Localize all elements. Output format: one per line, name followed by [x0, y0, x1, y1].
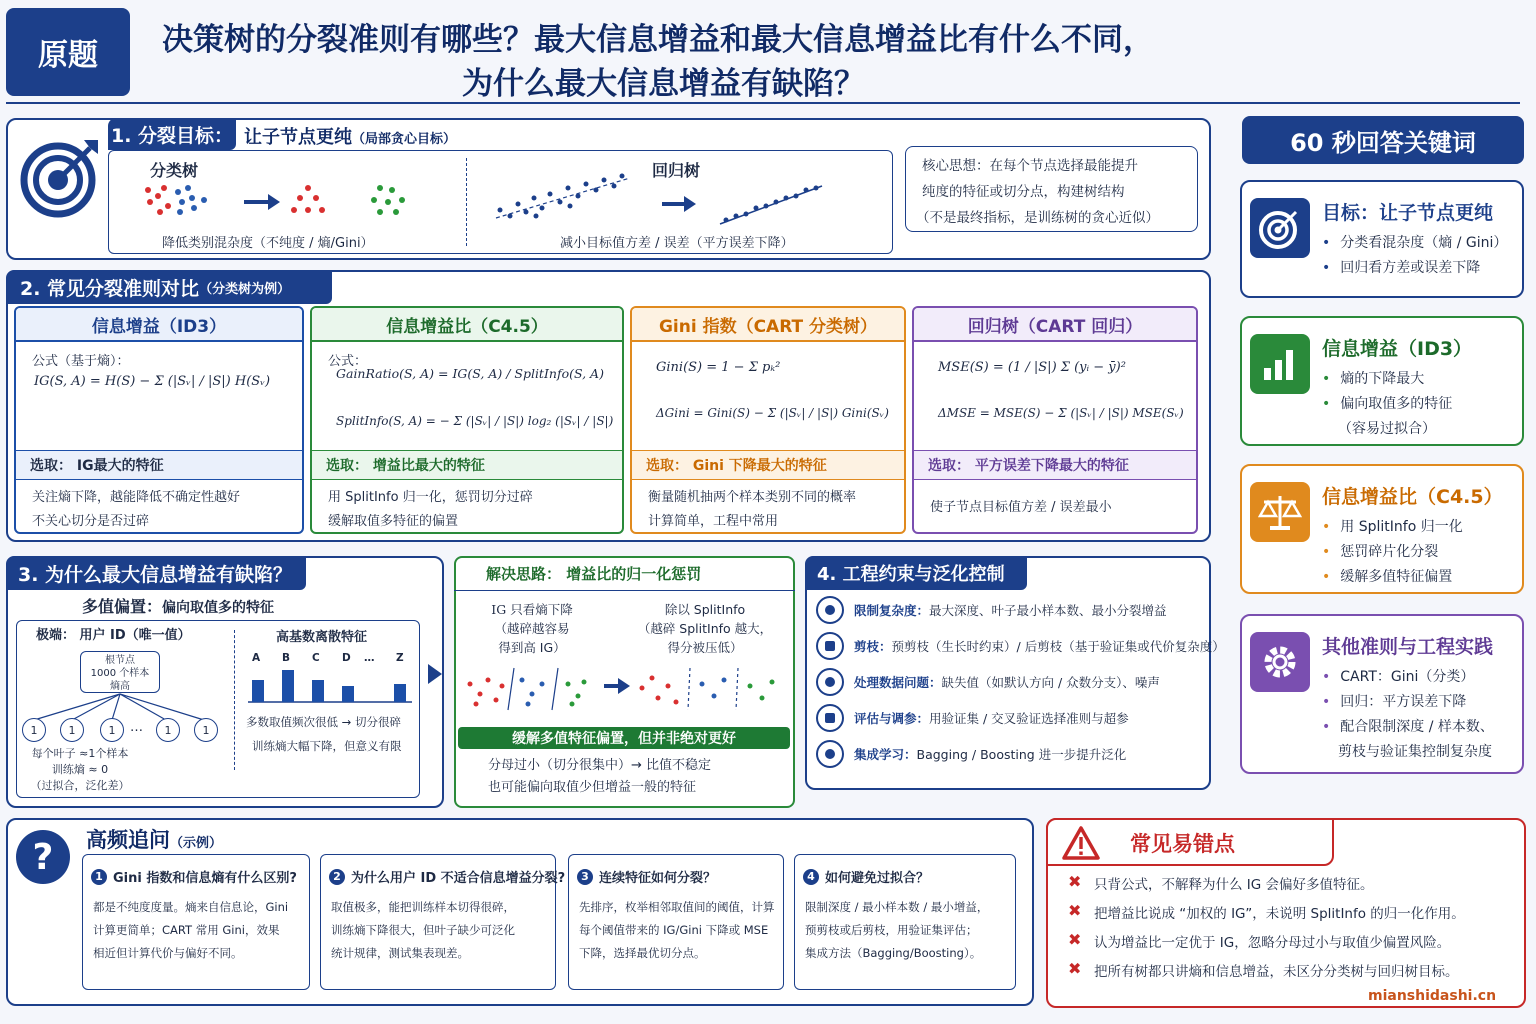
classification-dots-illustration	[140, 180, 420, 224]
faq-answer-line: 取值极多，能把训练样本切得很碎，	[331, 900, 515, 914]
faq-question: 1 Gini 指数和信息熵有什么区别?	[91, 867, 297, 886]
section1-number: 1. 分裂目标：	[108, 118, 236, 150]
side-card-bullet: 剪枝与验证集控制复杂度	[1338, 744, 1492, 760]
side-card-bullet: • 分类看混杂度（熵 / Gini）	[1322, 235, 1508, 251]
formula-1: Gini(S) = 1 − Σ pₖ²	[656, 360, 781, 375]
faq-answer-line: 计算更简单；CART 常用 Gini，效果	[93, 923, 280, 937]
bar-label: A	[252, 652, 261, 664]
core-idea-box	[905, 146, 1198, 232]
split-comparison-illustration	[462, 664, 782, 714]
engineering-value: 用验证集 / 交叉验证选择准则与超参	[929, 711, 1129, 726]
faq-question: 4 如何避免过拟合？	[803, 867, 929, 886]
engineering-key: 剪枝：	[854, 639, 892, 654]
engineering-item	[854, 637, 1225, 655]
target-icon	[1250, 198, 1310, 258]
faq-card-1	[320, 854, 566, 990]
formula-label: 公式（基于熵）：	[32, 354, 130, 369]
criterion-desc-2: 不关心切分是否过碎	[32, 514, 150, 529]
cross-icon: ✖	[1068, 959, 1082, 978]
formula-1: IG(S, A) = H(S) − Σ (|Sᵥ| / |S|) H(Sᵥ)	[34, 374, 271, 389]
side-card-bullet: • 偏向取值多的特征	[1322, 396, 1453, 412]
solution-banner: 缓解多值特征偏置，但并非绝对更好	[458, 727, 790, 749]
warning-icon	[1062, 826, 1100, 864]
criterion-card-0	[14, 306, 304, 534]
side-card-0	[1240, 180, 1524, 298]
bar-label: C	[312, 652, 320, 664]
faq-number: 3	[577, 869, 593, 885]
engineering-item	[854, 601, 1167, 619]
section2-title: 2. 常见分裂准则对比 （分类树为例）	[6, 270, 332, 304]
criterion-desc-2: 缓解取值多特征的偏置	[328, 514, 459, 529]
high-card-bars	[244, 648, 416, 706]
side-card-2	[1240, 464, 1524, 594]
cls-label: 分类树	[150, 161, 199, 180]
criterion-card-2	[630, 306, 906, 534]
faq-answer-line: 集成方法（Bagging/Boosting）。	[805, 946, 982, 960]
leaf-node: 1	[194, 718, 218, 742]
criterion-card-1	[310, 306, 624, 534]
criterion-select: 选取： Gini 下降最大的特征	[632, 450, 904, 480]
mistake-item: 把增益比说成 “加权的 IG”，未说明 SplitInfo 的归一化作用。	[1094, 906, 1465, 922]
bar-chart-icon	[1250, 334, 1310, 394]
criterion-desc-1: 衡量随机抽两个样本类别不同的概率	[648, 490, 857, 505]
formula-1: MSE(S) = (1 / |S|) Σ (yᵢ − ȳ)²	[938, 360, 1126, 375]
mistake-item: 把所有树都只讲熵和信息增益，未区分分类树与回归树目标。	[1094, 964, 1459, 980]
side-card-bullet: • CART：Gini（分类）	[1322, 669, 1475, 685]
engineering-icon-0	[816, 596, 844, 624]
leaf-note: 每个叶子 ≈1个样本 训练熵 ≈ 0 （过拟合，泛化差）	[30, 747, 130, 792]
formula-2: SplitInfo(S, A) = − Σ (|Sᵥ| / |S|) log₂ (|Sᵥ| / |S|)	[336, 414, 614, 428]
engineering-key: 评估与调参：	[854, 711, 930, 726]
cls-caption: 降低类别混杂度（不纯度 / 熵/Gini）	[162, 236, 374, 251]
section1-title: 让子节点更纯（局部贪心目标）	[244, 127, 457, 148]
faq-answer-line: 限制深度 / 最小样本数 / 最小增益，	[805, 900, 989, 914]
cross-icon: ✖	[1068, 901, 1082, 920]
criterion-header: 回归树（CART 回归）	[914, 308, 1196, 342]
root-node: 根节点 1000 个样本 熵高	[80, 651, 160, 693]
arrow-right-icon	[428, 664, 442, 684]
criterion-select: 选取： 增益比最大的特征	[312, 450, 622, 480]
criterion-select: 选取： IG最大的特征	[16, 450, 302, 480]
leaf-node: 1	[22, 718, 46, 742]
criterion-card-3	[912, 306, 1198, 534]
side-card-bullet: （容易过拟合）	[1338, 421, 1436, 437]
criterion-header: 信息增益（ID3）	[16, 308, 302, 342]
side-card-bullet: • 回归：平方误差下降	[1322, 694, 1467, 710]
question-icon: ?	[16, 830, 70, 884]
side-card-title: 信息增益（ID3）	[1322, 338, 1473, 360]
faq-answer-line: 训练熵下降很大，但叶子缺少可泛化	[331, 923, 515, 937]
mistake-item: 认为增益比一定优于 IG，忽略分母过小与取值少偏置风险。	[1094, 935, 1451, 951]
side-card-bullet: • 熵的下降最大	[1322, 371, 1425, 387]
faq-answer-line: 下降，选择最优切分点。	[579, 946, 706, 960]
high-card-note2: 训练熵大幅下降，但意义有限	[252, 739, 402, 753]
bar-label: D	[342, 652, 351, 664]
leaf-dots: …	[130, 720, 143, 735]
faq-answer-line: 都是不纯度度量。熵来自信息论，Gini	[93, 900, 289, 914]
gear-icon	[1250, 632, 1310, 692]
scale-icon	[1250, 482, 1310, 542]
reg-label: 回归树	[652, 161, 701, 180]
side-card-title: 信息增益比（C4.5）	[1322, 486, 1503, 508]
bar-label: …	[364, 652, 375, 664]
faq-card-0	[82, 854, 310, 990]
mistake-item: 只背公式，不解释为什么 IG 会偏好多值特征。	[1094, 877, 1374, 893]
core-idea-line2: 纯度的特征或切分点，构建树结构	[922, 184, 1125, 200]
side-card-bullet: • 用 SplitInfo 归一化	[1322, 519, 1463, 535]
leaf-node: 1	[100, 718, 124, 742]
side-card-title: 目标：让子节点更纯	[1322, 202, 1494, 224]
leaf-node: 1	[156, 718, 180, 742]
regression-dots-illustration	[490, 170, 830, 230]
solution-note1: 分母过小（切分很集中）→ 比值不稳定	[488, 758, 712, 773]
leaf-node: 1	[60, 718, 84, 742]
reg-caption: 减小目标值方差 / 误差（平方误差下降）	[560, 236, 794, 251]
header-divider	[6, 102, 1520, 104]
faq-answer-line: 每个阈值带来的 IG/Gini 下降或 MSE	[579, 923, 769, 937]
mistakes-title: 常见易错点	[1130, 832, 1235, 856]
formula-2: ΔGini = Gini(S) − Σ (|Sᵥ| / |S|) Gini(Sᵥ)	[656, 406, 889, 420]
formula-1: GainRatio(S, A) = IG(S, A) / SplitInfo(S, A)	[336, 366, 604, 381]
watermark: mianshidashi.cn	[1360, 986, 1504, 1006]
header-tag: 原题	[6, 8, 130, 96]
faq-number: 4	[803, 869, 819, 885]
cross-icon: ✖	[1068, 872, 1082, 891]
section4-title: 4. 工程约束与泛化控制	[805, 556, 1027, 590]
engineering-value: 预剪枝（生长时约束）/ 后剪枝（基于验证集或代价复杂度）	[891, 639, 1225, 654]
extreme-label: 极端： 用户 ID（唯一值）	[36, 628, 191, 643]
formula-2: ΔMSE = MSE(S) − Σ (|Sᵥ| / |S|) MSE(Sᵥ)	[938, 406, 1184, 420]
page-title-line1: 决策树的分裂准则有哪些？最大信息增益和最大信息增益比有什么不同，	[162, 22, 1154, 58]
engineering-value: 缺失值（如默认方向 / 众数分支）、噪声	[941, 675, 1160, 690]
side-card-bullet: • 回归看方差或误差下降	[1322, 260, 1481, 276]
engineering-value: Bagging / Boosting 进一步提升泛化	[916, 747, 1127, 762]
engineering-key: 限制复杂度：	[854, 603, 930, 618]
side-card-bullet: • 配合限制深度 / 样本数、	[1322, 719, 1494, 735]
bar-label: Z	[396, 652, 404, 664]
solution-title: 解决思路： 增益比的归一化惩罚	[486, 565, 702, 583]
faq-number: 2	[329, 869, 345, 885]
high-card-title: 高基数离散特征	[276, 630, 368, 645]
core-idea-line1: 核心思想：在每个节点选择最能提升	[922, 158, 1138, 174]
page-title-line2: 为什么最大信息增益有缺陷？	[462, 66, 865, 102]
section3-title: 3. 为什么最大信息增益有缺陷？	[6, 556, 306, 590]
sidebar-title: 60 秒回答关键词	[1242, 116, 1524, 164]
ig-note: IG 只看熵下降 （越碎越容易 得到高 IG）	[491, 602, 573, 655]
engineering-item	[854, 673, 1160, 691]
multi-value-bias: 多值偏置：偏向取值多的特征	[82, 597, 275, 616]
criterion-header: 信息增益比（C4.5）	[312, 308, 622, 342]
faq-card-2	[568, 854, 784, 990]
side-card-bullet: • 缓解多值特征偏置	[1322, 569, 1453, 585]
faq-answer-line: 先排序，枚举相邻取值间的阈值，计算	[579, 900, 775, 914]
side-card-3	[1240, 614, 1524, 774]
cross-icon: ✖	[1068, 930, 1082, 949]
criterion-desc-1: 关注熵下降，越能降低不确定性越好	[32, 490, 241, 505]
splitinfo-note: 除以 SplitInfo （越碎 SplitInfo 越大， 得分被压低）	[637, 602, 773, 655]
bar-label: B	[282, 652, 291, 664]
faq-card-3	[794, 854, 1016, 990]
engineering-item	[854, 709, 1129, 727]
s1-divider	[466, 158, 467, 246]
faq-answer-line: 相近但计算代价与偏好不同。	[93, 946, 243, 960]
side-card-title: 其他准则与工程实践	[1322, 636, 1494, 658]
engineering-value: 最大深度、叶子最小样本数、最小分裂增益	[929, 603, 1167, 618]
formula-label: 公式：	[328, 354, 368, 369]
side-card-1	[1240, 316, 1524, 446]
engineering-item	[854, 745, 1126, 763]
faq-title: 高频追问（示例）	[86, 828, 223, 852]
engineering-icon-2	[816, 668, 844, 696]
criterion-header: Gini 指数（CART 分类树）	[632, 308, 904, 342]
s3-divider	[234, 630, 235, 770]
engineering-key: 集成学习：	[854, 747, 917, 762]
criterion-desc-1: 使子节点目标值方差 / 误差最小	[930, 500, 1112, 515]
faq-answer-line: 预剪枝或后剪枝，用验证集评估；	[805, 923, 978, 937]
solution-note2: 也可能偏向取值少但增益一般的特征	[488, 780, 697, 795]
faq-question: 2 为什么用户 ID 不适合信息增益分裂?	[329, 867, 565, 886]
engineering-icon-3	[816, 704, 844, 732]
side-card-bullet: • 惩罚碎片化分裂	[1322, 544, 1439, 560]
engineering-icon-4	[816, 740, 844, 768]
engineering-key: 处理数据问题：	[854, 675, 942, 690]
core-idea-line3: （不是最终指标，是训练树的贪心近似）	[916, 210, 1159, 226]
target-icon	[20, 136, 102, 218]
faq-question: 3 连续特征如何分裂？	[577, 867, 716, 886]
high-card-note1: 多数取值频次很低 → 切分很碎	[246, 715, 401, 729]
faq-answer-line: 统计规律，测试集表现差。	[331, 946, 469, 960]
faq-number: 1	[91, 869, 107, 885]
tree-edges	[20, 692, 220, 722]
criterion-desc-2: 计算简单，工程中常用	[648, 514, 779, 529]
criterion-desc-1: 用 SplitInfo 归一化，惩罚切分过碎	[328, 490, 533, 505]
engineering-icon-1	[816, 632, 844, 660]
criterion-select: 选取： 平方误差下降最大的特征	[914, 450, 1196, 480]
